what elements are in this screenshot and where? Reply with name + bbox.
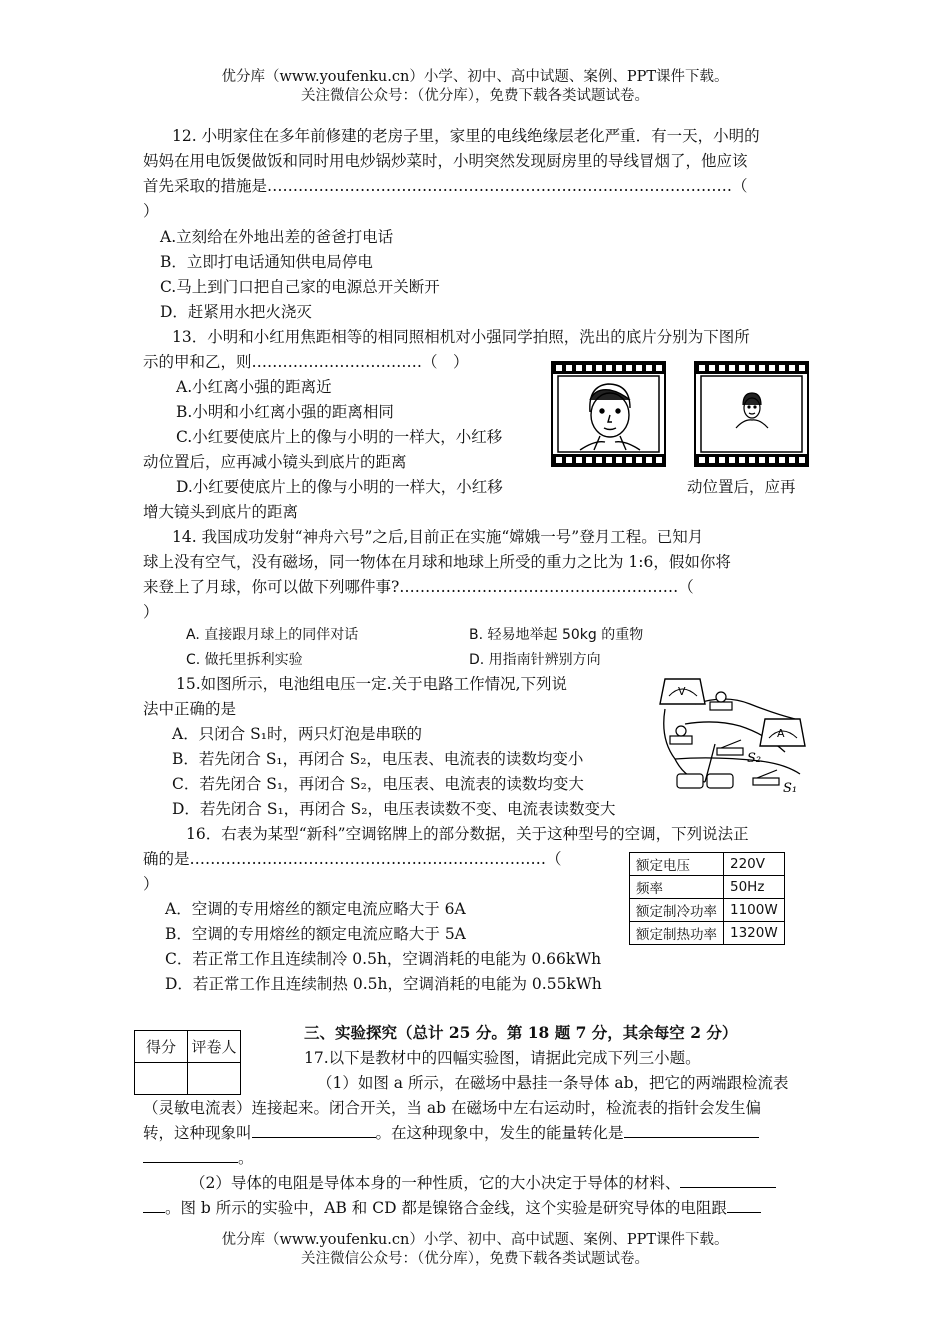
lamp-2 [670,726,692,744]
q14-line-2: 球上没有空气，没有磁场，同一物体在月球和地球上所受的重力之比为 1:6，假如你将 [143,553,731,571]
q16-line-2: 确的是……………………………………………………………（ [143,850,562,868]
q12-line-4: ） [143,202,159,220]
score-label: 得分 [135,1031,188,1063]
footer-line-1: 优分库（www.youfenku.cn）小学、初中、高中试题、案例、PPT课件下载。 [221,1232,729,1248]
q12-line-3: 首先采取的措施是………………………………………………………………………………（ [143,177,748,195]
q17-part1-line-1: （1）如图 a 所示，在磁场中悬挂一条导体 ab，把它的两端跟检流表 [317,1074,789,1092]
q13-option-a: A.小红离小强的距离近 [176,378,332,396]
q15-option-d: D．若先闭合 S₁，再闭合 S₂，电压表读数不变、电流表读数变大 [172,800,616,818]
q12-option-d: D．赶紧用水把火浇灭 [160,303,312,321]
q14-option-a: A. 直接跟月球上的同伴对话 [186,627,359,643]
q12-line-1: 12. 小明家住在多年前修建的老房子里，家里的电线绝缘层老化严重．有一天，小明的 [172,127,760,145]
q17-part1-line-3 [143,1122,759,1144]
lamp-1 [710,692,732,710]
q16-line-3: ） [143,875,159,893]
spec-key: 额定制热功率 [630,922,724,945]
q15-line-2: 法中正确的是 [143,700,237,718]
spec-row [630,899,785,922]
q12-option-a: A.立刻给在外地出差的爸爸打电话 [160,228,394,246]
q16-line-1: 16．右表为某型“新科”空调铭牌上的部分数据，关于这种型号的空调，下列说法正 [186,825,749,843]
q17-part2-text: （2）导体的电阻是导体本身的一种性质，它的大小决定于导体的材料、 [190,1174,681,1192]
q17-part2-text-b: 。图 b 所示的实验中，AB 和 CD 都是镍铬合金线，这个实验是研究导体的电阻跟 [165,1199,727,1217]
answer-blank-factor-cont[interactable] [143,1197,165,1213]
voltmeter [660,679,705,704]
header-line-1: 优分库（www.youfenku.cn）小学、初中、高中试题、案例、PPT课件下载。 [221,69,729,85]
q12-line-2: 妈妈在用电饭煲做饭和同时用电炒锅炒菜时，小明突然发现厨房里的导线冒烟了，他应该 [143,152,748,170]
q13-option-d-1: D.小红要使底片上的像与小明的一样大，小红移 [176,478,503,496]
q13-option-c-1: C.小红要使底片上的像与小明的一样大，小红移 [176,428,503,446]
q12-option-c: C.马上到门口把自己家的电源总开关断开 [160,278,440,296]
q15-option-a: A．只闭合 S₁时，两只灯泡是串联的 [172,725,422,743]
q16-option-c: C．若正常工作且连续制冷 0.5h，空调消耗的电能为 0.66kWh [165,950,602,968]
answer-blank-factor[interactable] [680,1172,776,1188]
q17-part2-line-2 [143,1197,761,1219]
circuit-figure [655,664,810,799]
grader-label: 评卷人 [188,1031,241,1063]
answer-blank-relation[interactable] [727,1197,761,1213]
q15-line-1: 15.如图所示，电池组电压一定.关于电路工作情况,下列说 [176,675,568,693]
q13-line-2: 示的甲和乙，则……………………………（ ） [143,353,469,371]
q14-line-3: 来登上了月球，你可以做下列哪件事?………………………………………………（ [143,578,694,596]
switch-s2 [717,740,743,755]
q14-option-c: C. 做托里拆利实验 [186,652,303,668]
answer-blank-phenomenon[interactable] [252,1122,376,1138]
spec-row [630,922,785,945]
q15-option-c: C．若先闭合 S₁，再闭合 S₂，电压表、电流表的读数均变大 [172,775,584,793]
q17-part1-text-a: 转，这种现象叫 [143,1124,252,1142]
q15-option-b: B．若先闭合 S₁，再闭合 S₂，电压表、电流表的读数均变小 [172,750,584,768]
film-jia [552,362,665,466]
spec-key: 频率 [630,876,724,899]
film-negatives-figure [550,360,810,470]
q13-option-b: B.小明和小红离小强的距离相同 [176,403,394,421]
header-line-2: 关注微信公众号：（优分库），免费下载各类试题试卷。 [301,88,649,104]
q14-option-d: D. 用指南针辨别方向 [469,652,601,668]
score-cell [135,1063,188,1095]
q17-part1-line-2: （灵敏电流表）连接起来。闭合开关，当 ab 在磁场中左右运动时，检流表的指针会发生偏 [143,1099,762,1117]
answer-blank-energy[interactable] [624,1122,759,1138]
switch-s2-label: S₂ [747,751,762,766]
film-yi [695,362,808,466]
footer-line-2: 关注微信公众号：（优分库），免费下载各类试题试卷。 [301,1251,649,1267]
spec-value: 220V [724,853,785,876]
answer-blank-energy-cont[interactable] [143,1147,238,1163]
q16-option-d: D．若正常工作且连续制热 0.5h，空调消耗的电能为 0.55kWh [165,975,602,993]
q14-option-b: B. 轻易地举起 50kg 的重物 [469,627,644,643]
spec-row [630,853,785,876]
spec-row [630,876,785,899]
ac-spec-table [629,852,785,945]
q12-option-b: B．立即打电话通知供电局停电 [160,253,373,271]
ammeter [760,719,805,746]
q13-line-1: 13．小明和小红用焦距相等的相同照相机对小强同学拍照，洗出的底片分别为下图所 [172,328,750,346]
q13-option-d-2: 增大镜头到底片的距离 [143,503,299,521]
q17-part1-end: 。 [238,1149,254,1167]
q17-part2-line-1 [190,1172,776,1194]
q17-part1-text-b: 。在这种现象中，发生的能量转化是 [375,1124,624,1142]
section-3-title: 三、实验探究（总计 25 分。第 18 题 7 分，其余每空 2 分） [304,1023,738,1042]
q13-option-d-1-right: 动位置后，应再 [687,478,796,496]
spec-key: 额定电压 [630,853,724,876]
spec-value: 1320W [724,922,785,945]
grader-cell [188,1063,241,1095]
q14-line-4: ） [143,603,159,621]
spec-value: 1100W [724,899,785,922]
spec-value: 50Hz [724,876,785,899]
q16-option-b: B．空调的专用熔丝的额定电流应略大于 5A [165,925,466,943]
q14-line-1: 14. 我国成功发射“神舟六号”之后,目前正在实施“嫦娥一号”登月工程。已知月 [172,528,704,546]
spec-key: 额定制冷功率 [630,899,724,922]
switch-s1-label: S₁ [783,781,798,796]
q17-intro: 17.以下是教材中的四幅实验图，请据此完成下列三小题。 [304,1049,701,1067]
score-table [134,1030,241,1095]
q16-option-a: A．空调的专用熔丝的额定电流应略大于 6A [165,900,466,918]
voltmeter-label: V [678,685,686,698]
ammeter-label: A [777,727,785,740]
switch-s1 [753,770,779,785]
q17-part1-line-4 [143,1147,254,1169]
q13-option-c-2: 动位置后，应再减小镜头到底片的距离 [143,453,407,471]
